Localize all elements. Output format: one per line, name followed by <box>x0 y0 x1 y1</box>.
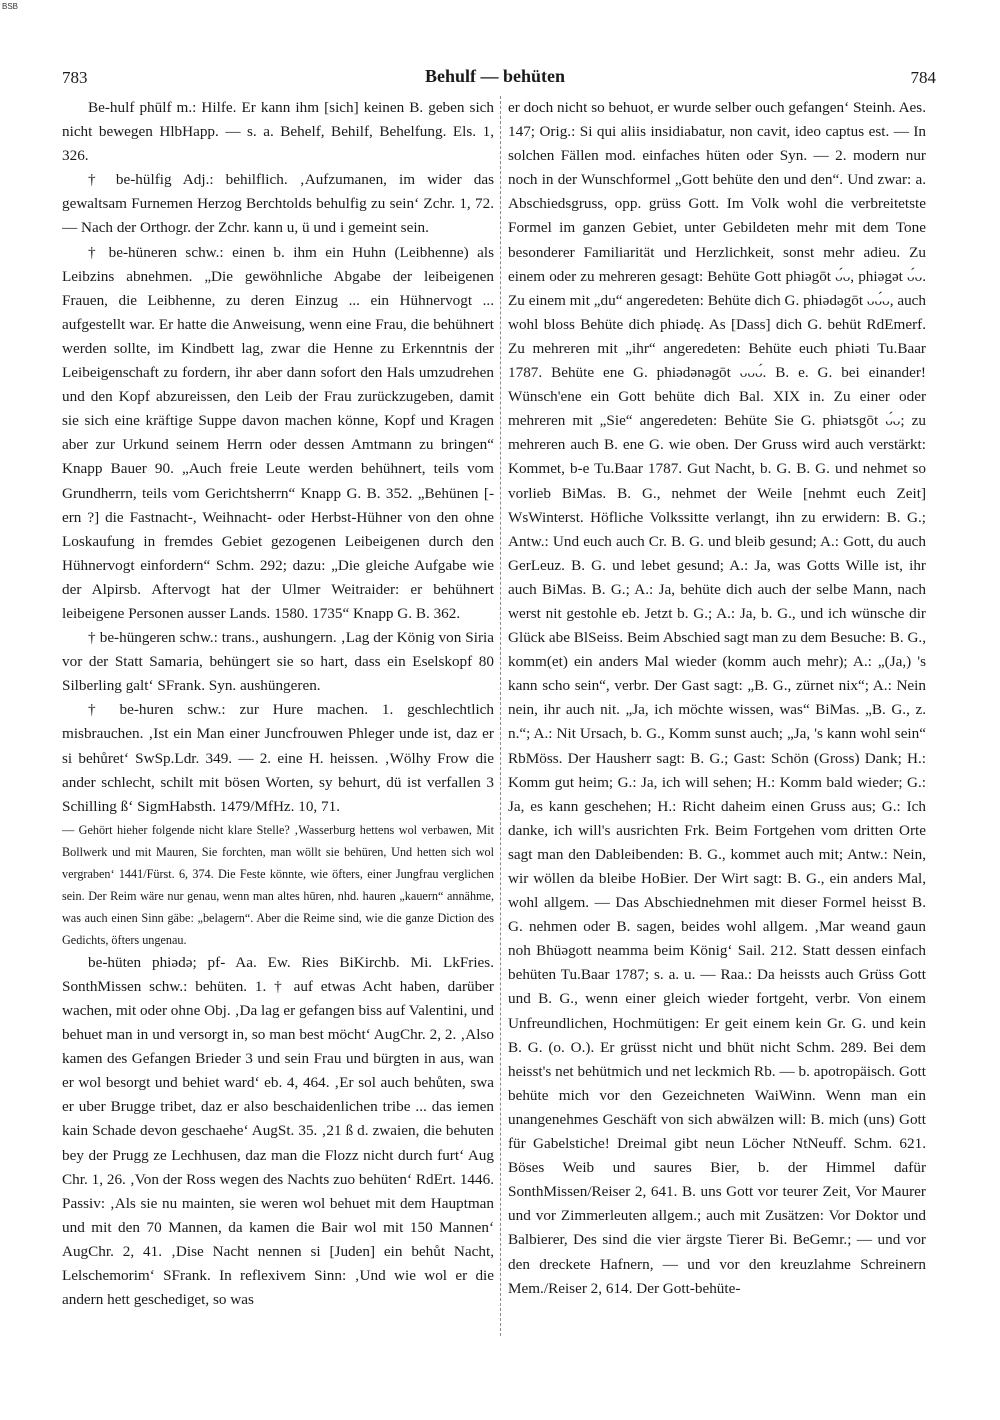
entry-behulf: Be-hulf phūlf m.: Hilfe. Er kann ihm [sich] keinen B. geben sich nicht bewegen HlbHapp. — s. a. Behelf, Behilf, Behelfung. Els. 1, 326. <box>62 99 494 165</box>
library-stamp: BSB <box>2 2 19 11</box>
entry-behueneren: † be-hüneren schw.: einen b. ihm ein Huhn (Leibhenne) als Leibzins abnehmen. „Die gewöhnliche Abgabe der leibeigenen Frauen, die Leibhenne, zu deren Einzug ... ein Hühnervogt ... aufgestellt war. Er hatte die Anweisung, wenn eine Frau, die behühnert werden sollte, im Kindbett lag, zwar die Henne zu Erkenntnis der Leibeigenschaft zu fordern, ihr aber dann sofort den Hals umzudrehen und den Kopf abzureissen, den Leib der Frau zurückzugeben, damit sie sich eine kräftige Suppe davon machen könne, Kopf und Kragen aber zur Urkund seinem Herrn oder dessen Amtmann zu bringen“ Knapp Bauer 90. „Auch freie Leute werden behühnert, teils vom Grundherrn, teils vom Gerichtsherrn“ Knapp G. B. 352. „Behünen [-ern ?] die Fastnacht-, Weihnacht- oder Herbst-Hühner von den ohne Loskaufung in fremdes Gebiet gezogenen Leibeigenen durch den Hühnervogt einfordern“ Schm. 292; dazu: „Die gleiche Aufgabe wie der Alpirsb. Aftervogt hat der Ulmer Weitraider: er behühnert leibeigene Personen ausser Lands. 1580. 1735“ Knapp G. B. 362. <box>62 243 494 622</box>
entry-behueten-continued: er doch nicht so behuot, er wurde selber ouch gefangen‘ Steinh. Aes. 147; Orig.: Si qui aliis insidiabatur, non cavit, ideo captus est. — In solchen Fällen mod. einfaches hüten oder Syn. — 2. modern nur noch in der Wunschformel „Gott behüte den und den“. Und zwar: a. Abschiedsgruss, opp. grüss Gott. Im Volk wohl die verbreitetste Formel im ganzen Gebiet, unter Gebildeten mehr mit dem Tone besonderer Familiarität und Herzlichkeit, sonst mehr adieu. Zu einem oder zu mehreren gesagt: Behüte Gott phiəgōt ᴗ́ᴗ, phiəgət ᴗ́ᴗ. Zu einem mit „du“ angeredeten: Behüte dich G. phiədəgōt ᴗᴗ́ᴗ, auch wohl bloss Behüte dich phiədę. As [Dass] dich G. behüt RdEmerf. Zu mehreren mit „ihr“ angeredeten: Behüte euch phiəti Tu.Baar 1787. Behüte ene G. phiədənəgōt ᴗᴗᴗ́. B. e. G. bei einander! Wünsch'ene ein Gott behüte dich Bal. XIX in. Zu einer oder mehreren mit „Sie“ angeredeten: Behüte Sie G. phiətsgōt ᴗ́ᴗ; zu mehreren auch B. ene G. wie oben. Der Gruss wird auch verstärkt: Kommet, b-e Tu.Baar 1787. Gut Nacht, b. G. B. G. und nehmet so vorlieb BiMas. B. G., nehmet der Weile [nehmt euch Zeit] WsWinterst. Höfliche Volkssitte verlangt, ihn zu erwidern: B. G.; Antw.: Und euch auch Cr. B. G. und bleib gesund; A.: Gott, du auch GerLeuz. B. G. und lebet gesund; A.: Ja, was Gotts Wille ist, ihr auch BiMas. B. G.; A.: Ja, behüte dich auch der selbe Mann, nach werst nit gestohle eb. Jetzt b. G.; A.: Ja, b. G., und ich wünsche dir Glück abe BlSeiss. Beim Abschied sagt man zu dem Besuche: B. G., komm(et) ein anders Mal wieder (komm auch mehr); A.: „(Ja,) 's kann scho sein“, verbr. Der Gast sagt: „B. G., zürnet nix“; A.: Nein nein, ihr auch nit. „Ja, ich möchte wissen, was“ BiMas. „B. G., z. n.“; A.: Nit Ursach, b. G., Komm sunst auch; „Ja, 's kann wohl sein“ RbMöss. Der Hausherr sagt: B. G.; Gast: Schön (Gross) Dank; H.: Komm gut heim; G.: Ja, ich will sehen; H.: Komm bald wieder; G.: Ja, es kann geschehen; H.: Richt daheim einen Gruss aus; G.: Ich danke, ich will's ausrichten Frk. Beim Fortgehen vom dritten Orte sagt man den Dableibenden: B. G., kommet auch mit; Antw.: Nein, wir wöllen da bleibe HoBier. Der Wirt sagt: B. G., ein anders Mal, wohl allgem. — Das Abschiednehmen mit dieser Formel heisst B. G. nehmen oder B. sagen, beides wohl allgem. ‚Mar weand gaun noh Bhüəgott neamma beim König‘ Sail. 212. Statt dessen einfach behüten Tu.Baar 1787; s. a. u. — Raa.: Da heissts auch Grüss Gott und B. G., wenn einer gleich wieder fortgeht, verbr. Von einem Unfreundlichen, Hochmütigen: Er geit einem kein Gr. G. und kein B. G. (o. O.). Er grüsst nicht und bhüt nicht Schm. 289. Bei dem heisst's net behütmich und net leckmich Rb. — b. apotropäisch. Gott behüte mich vor den Gezeichneten WaiWinn. Wenn man ein unangenehmes Geschäft von sich abwälzen will: B. mich (uns) Gott für Gabelstiche! Dreimal gibt neun Löcher NtNeuff. Schm. 621. Böses Weib und saures Bier, b. der Himmel dafür SonthMissen/Reiser 2, 641. B. uns Gott vor teurer Zeit, Vor Maurer und vor Zimmerleuten allgem.; auch mit Zusätzen: Vor Doktor und Balbierer, Des sind die vier ärgste Tierer Bi. BeGemr.; — und vor den dreckete Hafnern, — und vor den kreuzlahme Schreinern Mem./Reiser 2, 614. Der Gott-behüte- <box>508 99 926 1297</box>
page-header <box>62 62 936 94</box>
left-column <box>62 96 494 1346</box>
entry-behuelfig: † be-hülfig Adj.: behilflich. ‚Aufzumanen, im wider das gewaltsam Furnemen Herzog Berchtolds behulfig zu sein‘ Zchr. 1, 72. — Nach der Orthogr. der Zchr. kann u, ü und i gemeint sein. <box>62 171 494 237</box>
entry-behuren-note: — Gehört hieher folgende nicht klare Stelle? ‚Wasserburg hettens wol verbawen, Mit Bollwerk und mit Mauren, Sie forchten, man wöllt sie behüren, Und hetten sich wol vergraben‘ 1441/Fürst. 6, 374. Die Feste könnte, wie öfters, einer Jungfrau verglichen sein. Der Reim wäre nur genau, wenn man altes hūren, nhd. hauren „kauern“ annähme, was auch einen Sinn gäbe: „belagern“. Aber die Reime sind, wie die ganze Diction des Gedichts, öfters ungenau. <box>62 822 494 947</box>
column-divider <box>500 96 501 1336</box>
entry-behuengeren: † be-hüngeren schw.: trans., aushungern. ‚Lag der König von Siria vor der Statt Samaria, behüngert sie so hart, dass ein Eselskopf 80 Silberling galt‘ SFrank. Syn. aushüngeren. <box>62 629 494 695</box>
right-column <box>508 96 926 1346</box>
entry-behueten: be-hüten phiədə; pf- Aa. Ew. Ries BiKirchb. Mi. LkFries. SonthMissen schw.: behüten. 1. † auf etwas Acht haben, darüber wachen, mit oder ohne Obj. ‚Da lag er gefangen biss auf Valentini, und behuet man in und versorgt in, so man best möcht‘ AugChr. 2, 2. ‚Also kamen des Gefangen Brieder 3 und sein Frau und bürgten in aus, wan er wol besorgt und behiet ward‘ eb. 4, 464. ‚Er sol auch behůten, swa er uber Brugge tribet, daz er also beschaidenlichen tribe ... das iemen kain Schade devon geschaehe‘ AugSt. 35. ‚21 ß d. zwaien, die behuten bey der Prugg ze Lechhusen, daz man die Flozz nicht durch furt‘ Aug Chr. 1, 26. ‚Von der Ross wegen des Nachts zuo behüten‘ RdErt. 1446. Passiv: ‚Als sie nu mainten, sie weren wol behuet mit dem Hauptman und mit den 70 Mannen, da kamen die Bair wol mit 150 Mannen‘ AugChr. 2, 41. ‚Dise Nacht nennen si [Juden] ein behůt Nacht, Lelschemorim‘ SFrank. In reflexivem Sinn: ‚Und wie wol er die andern hett geschediget, so was <box>62 953 494 1309</box>
entry-behuren: † be-huren schw.: zur Hure machen. 1. geschlechtlich misbrauchen. ‚Ist ein Man einer Juncfrouwen Phleger unde ist, daz er si behůret‘ SwSp.Ldr. 349. — 2. eine H. heissen. ‚Wölhy Frow die ander schlecht, schilt mit bösen Worten, sy behurt, dü ist verfallen 3 Schilling ß‘ SigmHabsth. 1479/MfHz. 10, 71. <box>62 701 494 815</box>
running-title: Behulf — behüten <box>424 66 566 86</box>
page-number-left: 783 <box>62 68 88 87</box>
page-number-right: 784 <box>910 68 936 87</box>
